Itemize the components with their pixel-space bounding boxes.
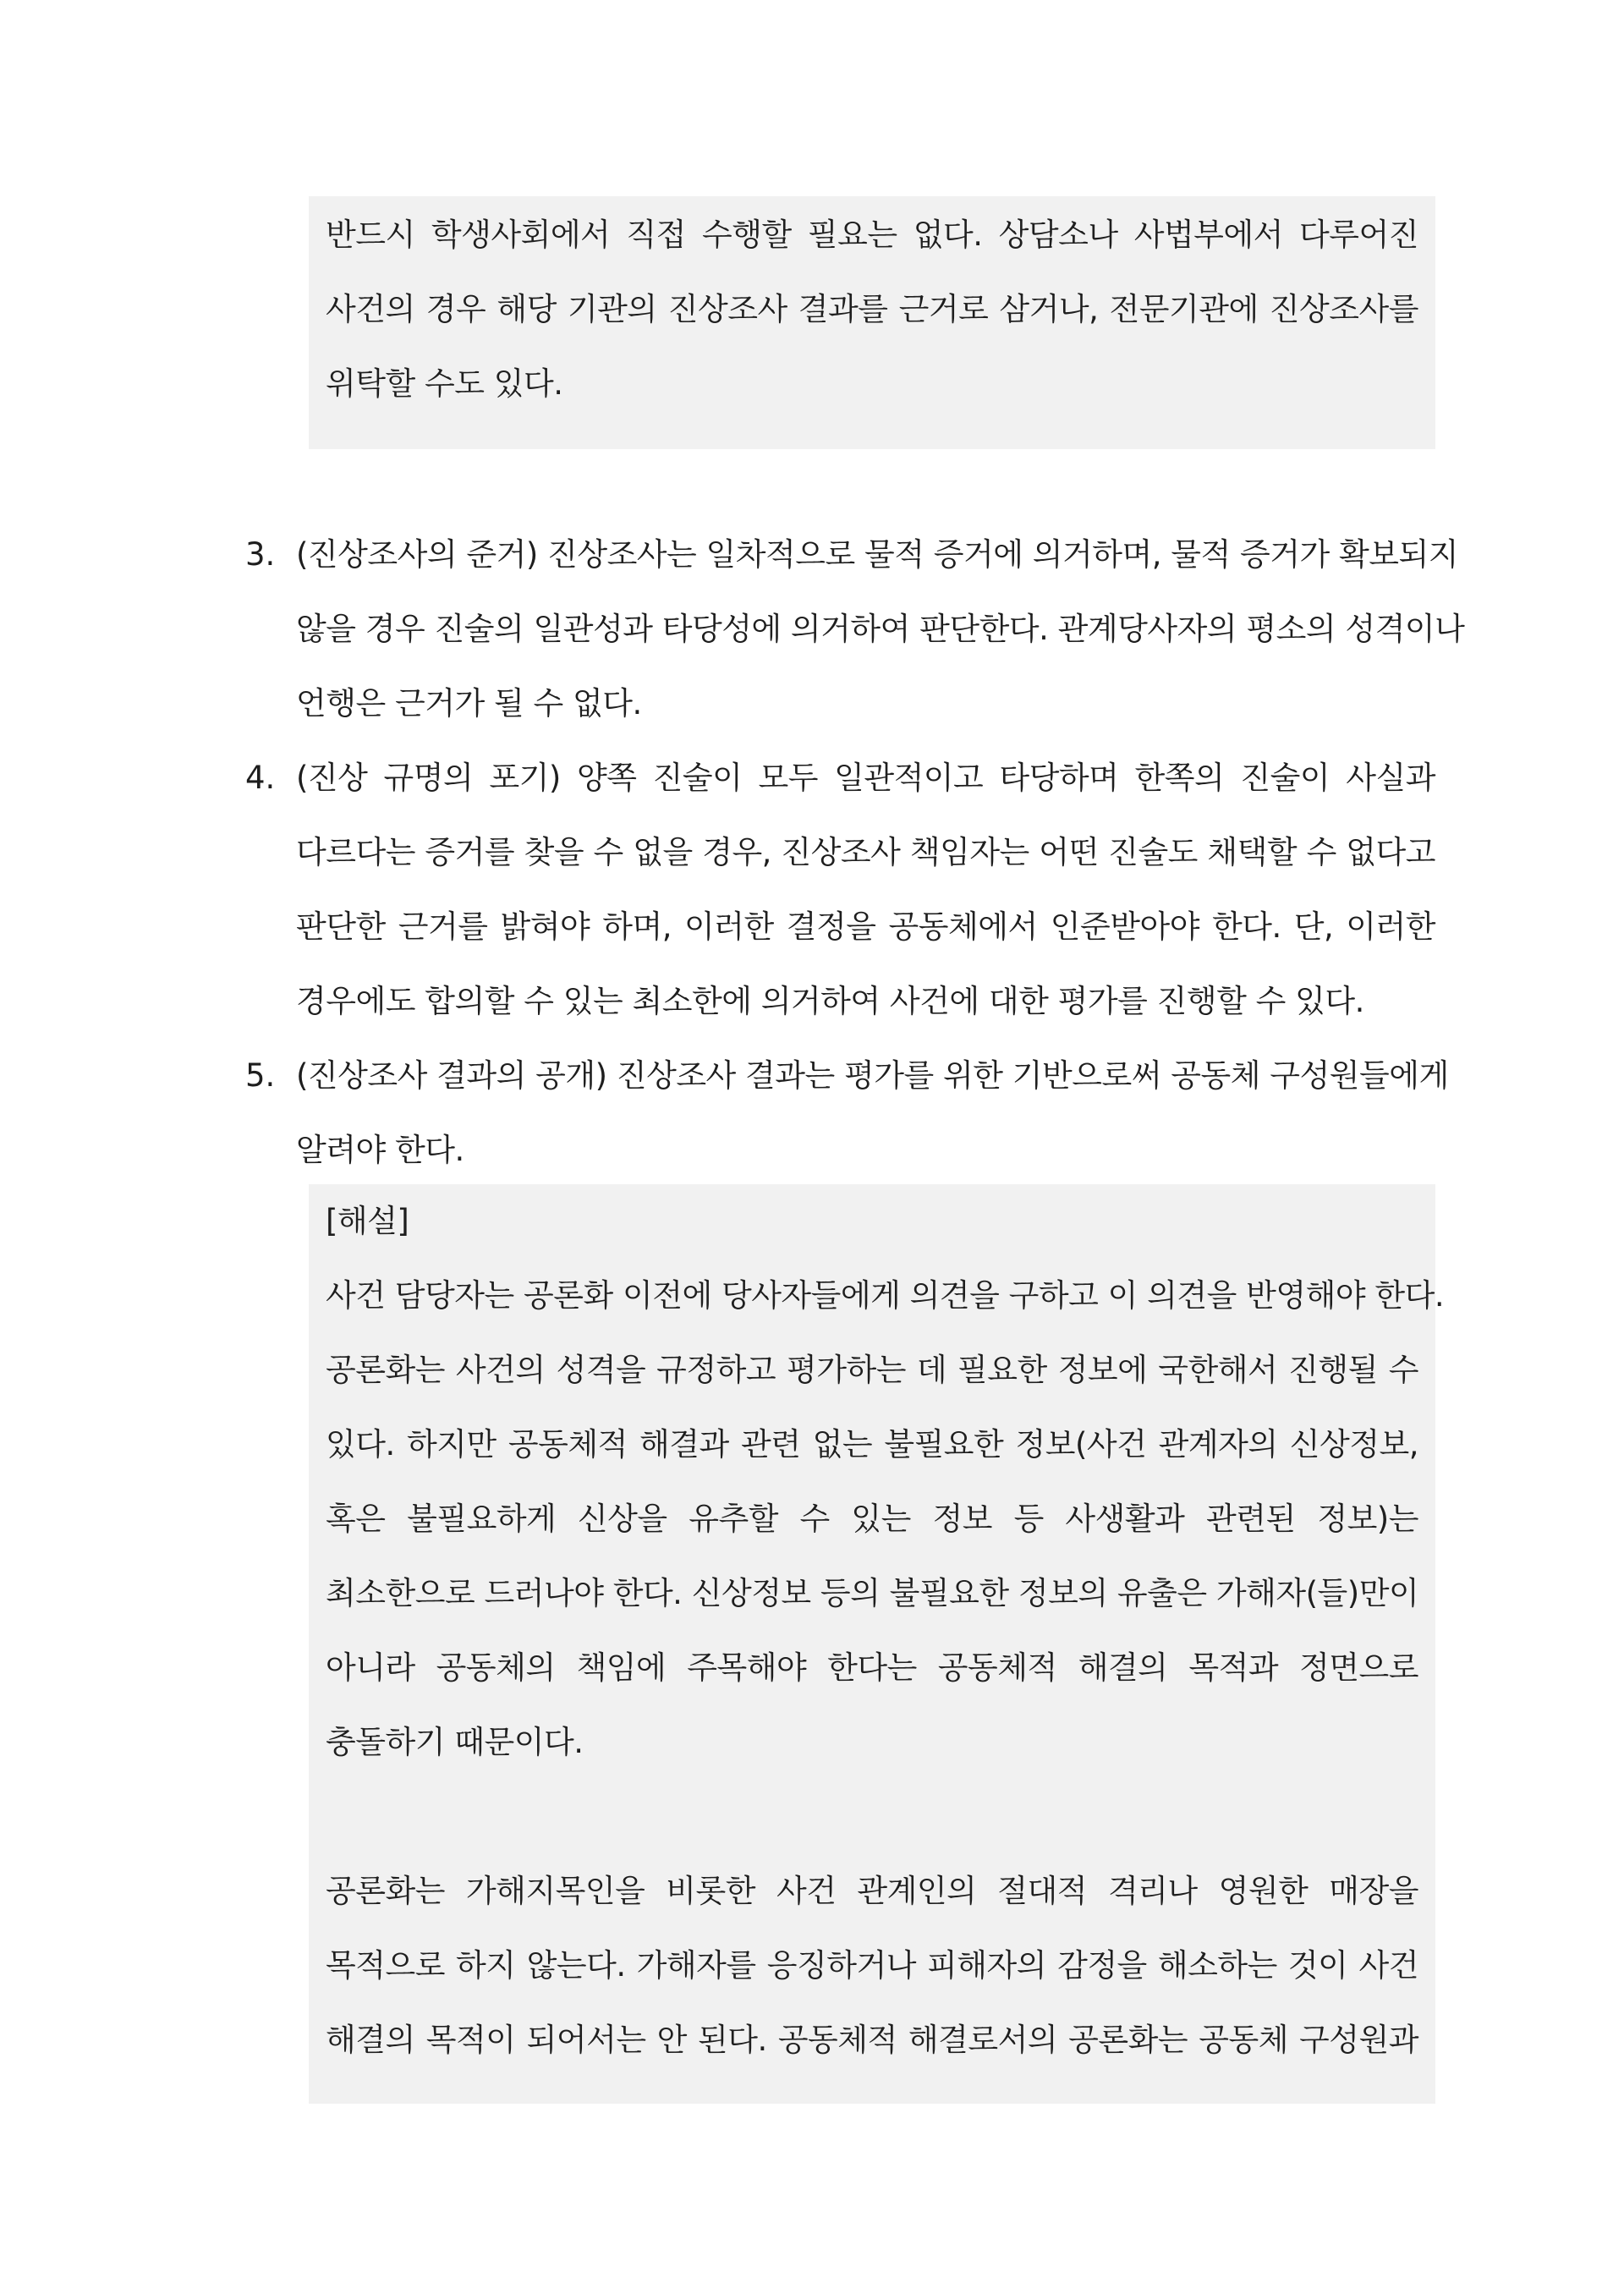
- list-line: 않을 경우 진술의 일관성과 타당성에 의거하여 판단한다. 관계당사자의 평소의 성격이나: [296, 611, 1465, 647]
- list-item-4: [228, 741, 1435, 1039]
- commentary-box: [309, 1184, 1445, 2104]
- commentary-line: 공론화는 사건의 성격을 규정하고 평가하는 데 필요한 정보에 국한해서 진행될 수: [326, 1352, 1418, 1388]
- list-line: 경우에도 합의할 수 있는 최소한에 의거하여 사건에 대한 평가를 진행할 수 있다.: [296, 983, 1364, 1019]
- commentary-line: 사건의 경우 해당 기관의 진상조사 결과를 근거로 삼거나, 전문기관에 진상조사를: [326, 291, 1418, 327]
- commentary-line: 혹은 불필요하게 신상을 유추할 수 있는 정보 등 사생활과 관련된 정보)는: [326, 1501, 1418, 1537]
- list-item-3: [228, 518, 1465, 741]
- commentary-line: 최소한으로 드러나야 한다. 신상정보 등의 불필요한 정보의 유출은 가해자(들)만이: [326, 1575, 1419, 1611]
- list-item-5: [228, 1039, 1449, 1188]
- commentary-line: 공론화는 가해지목인을 비롯한 사건 관계인의 절대적 격리나 영원한 매장을: [326, 1873, 1418, 1909]
- list-line: 언행은 근거가 될 수 없다.: [296, 685, 642, 722]
- list-line: (진상조사의 준거) 진상조사는 일차적으로 물적 증거에 의거하며, 물적 증거가 확보되지: [296, 536, 1458, 573]
- commentary-line: 있다. 하지만 공동체적 해결과 관련 없는 불필요한 정보(사건 관계자의 신상정보,: [326, 1426, 1418, 1463]
- commentary-line: 위탁할 수도 있다.: [326, 365, 563, 402]
- list-number: 4.: [245, 760, 276, 796]
- list-number: 5.: [245, 1057, 276, 1094]
- list-line: 다르다는 증거를 찾을 수 없을 경우, 진상조사 책임자는 어떤 진술도 채택할 수 없다고: [296, 834, 1435, 870]
- commentary-line: 사건 담당자는 공론화 이전에 당사자들에게 의견을 구하고 이 의견을 반영해야 한다.: [326, 1277, 1445, 1314]
- list-line: (진상조사 결과의 공개) 진상조사 결과는 평가를 위한 기반으로써 공동체 구성원들에게: [296, 1057, 1449, 1094]
- commentary-line: 아니라 공동체의 책임에 주목해야 한다는 공동체적 해결의 목적과 정면으로: [326, 1649, 1418, 1686]
- list-number: 3.: [245, 536, 276, 573]
- numbered-list: [228, 518, 1465, 1188]
- list-line: (진상 규명의 포기) 양쪽 진술이 모두 일관적이고 타당하며 한쪽의 진술이 사실과: [296, 760, 1435, 796]
- paragraph-gap: [326, 1780, 1418, 1854]
- commentary-heading: [해설]: [326, 1203, 409, 1239]
- commentary-box-continued: [309, 196, 1435, 449]
- list-line: 알려야 한다.: [296, 1132, 464, 1168]
- commentary-line: 목적으로 하지 않는다. 가해자를 응징하거나 피해자의 감정을 해소하는 것이 사건: [326, 1947, 1418, 1984]
- commentary-line: 반드시 학생사회에서 직접 수행할 필요는 없다. 상담소나 사법부에서 다루어진: [326, 217, 1418, 253]
- commentary-line: 충돌하기 때문이다.: [326, 1724, 584, 1760]
- list-line: 판단한 근거를 밝혀야 하며, 이러한 결정을 공동체에서 인준받아야 한다. 단, 이러한: [296, 908, 1435, 945]
- commentary-line: 해결의 목적이 되어서는 안 된다. 공동체적 해결로서의 공론화는 공동체 구성원과: [326, 2022, 1418, 2058]
